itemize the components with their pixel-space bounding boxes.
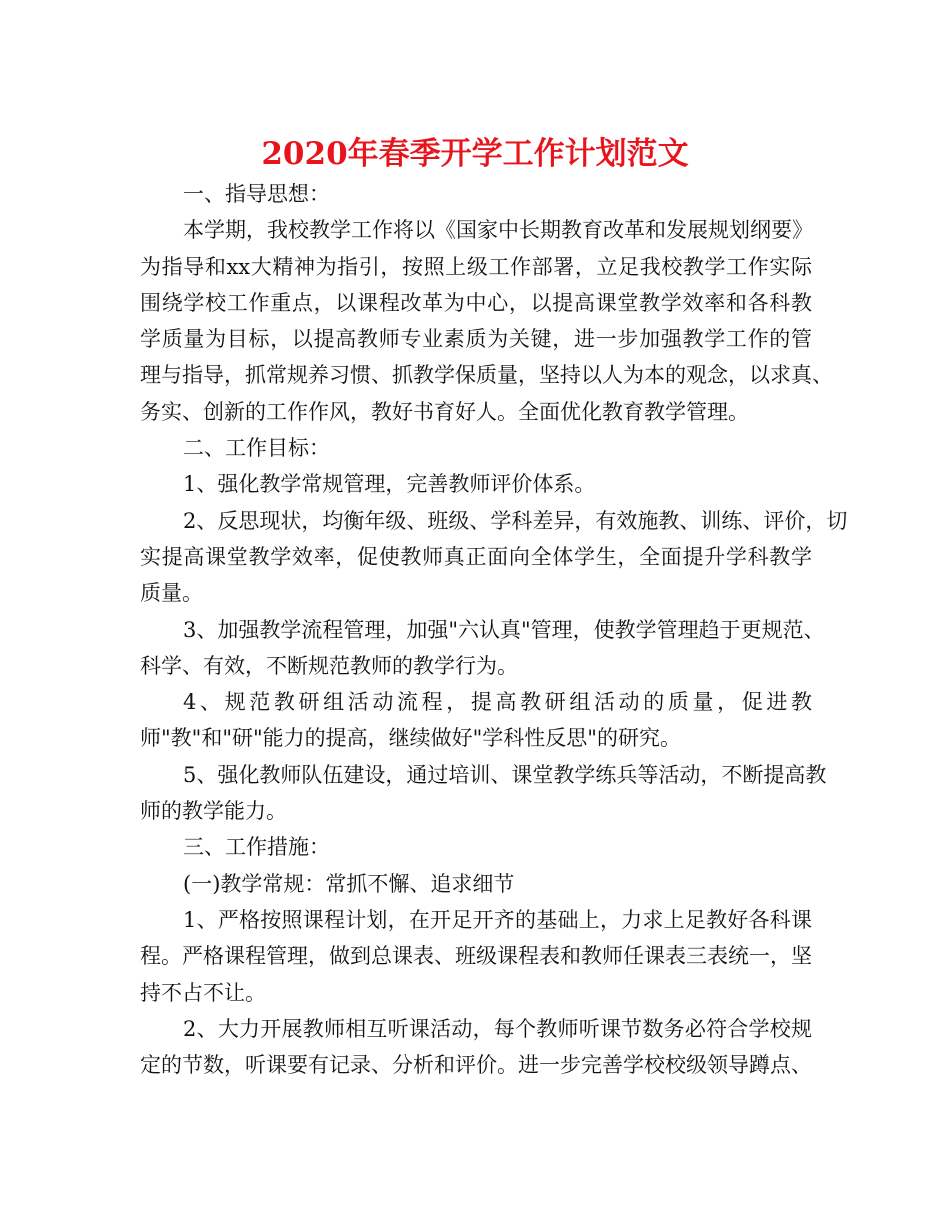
text-line: 二、工作目标： — [183, 436, 330, 461]
text-line: 围绕学校工作重点，以课程改革为中心，以提高课堂教学效率和各科教 — [140, 290, 812, 315]
text-line: 师的教学能力。 — [140, 799, 287, 824]
text-line: 理与指导，抓常规养习惯、抓教学保质量，坚持以人为本的观念，以求真、 — [140, 363, 833, 388]
text-line: 本学期，我校教学工作将以《国家中长期教育改革和发展规划纲要》 — [183, 218, 813, 243]
paragraph — [140, 1011, 812, 1084]
text-line: (一)教学常规：常抓不懈、追求细节 — [183, 871, 515, 896]
text-line: 1、严格按照课程计划，在开足开齐的基础上，力求上足教好各科课 — [183, 907, 812, 932]
text-line: 程。严格课程管理，做到总课表、班级课程表和教师任课表三表统一，坚 — [140, 944, 812, 969]
paragraph — [140, 866, 812, 902]
text-line: 为指导和xx大精神为指引，按照上级工作部署，立足我校教学工作实际 — [140, 254, 812, 279]
text-line: 定的节数，听课要有记录、分析和评价。进一步完善学校校级领导蹲点、 — [140, 1053, 812, 1078]
text-line: 科学、有效，不断规范教师的教学行为。 — [140, 653, 518, 678]
text-line: 5、强化教师队伍建设，通过培训、课堂教学练兵等活动，不断提高教 — [183, 762, 827, 787]
text-line: 师"教"和"研"能力的提高，继续做好"学科性反思"的研究。 — [140, 726, 681, 751]
text-line: 2、大力开展教师相互听课活动，每个教师听课节数务必符合学校规 — [183, 1016, 812, 1041]
document-title: 2020年春季开学工作计划范文 — [261, 136, 689, 172]
paragraph — [140, 466, 812, 502]
paragraph — [140, 430, 812, 466]
text-line: 学质量为目标，以提高教师专业素质为关键，进一步加强教学工作的管 — [140, 327, 812, 352]
paragraph — [140, 176, 812, 212]
text-line: 质量。 — [140, 581, 203, 606]
paragraph — [140, 684, 812, 757]
paragraph — [140, 503, 848, 612]
text-line: 3、加强教学流程管理，加强"六认真"管理，使教学管理趋于更规范、 — [183, 617, 825, 642]
text-line: 1、强化教学常规管理，完善教师评价体系。 — [183, 472, 596, 497]
text-line: 三、工作措施： — [183, 835, 330, 860]
document-body — [140, 176, 848, 1083]
text-line: 持不占不让。 — [140, 980, 266, 1005]
paragraph — [140, 757, 827, 830]
paragraph — [140, 212, 833, 430]
text-line: 务实、创新的工作作风，教好书育好人。全面优化教育教学管理。 — [140, 399, 749, 424]
text-line: 4、规范教研组活动流程，提高教研组活动的质量，促进教 — [183, 690, 812, 715]
text-line: 2、反思现状，均衡年级、班级、学科差异，有效施教、训练、评价，切 — [183, 508, 848, 533]
text-line: 实提高课堂教学效率，促使教师真正面向全体学生，全面提升学科教学 — [140, 544, 812, 569]
paragraph — [140, 612, 825, 685]
paragraph — [140, 902, 812, 1011]
text-line: 一、指导思想： — [183, 182, 330, 206]
paragraph — [140, 829, 812, 865]
